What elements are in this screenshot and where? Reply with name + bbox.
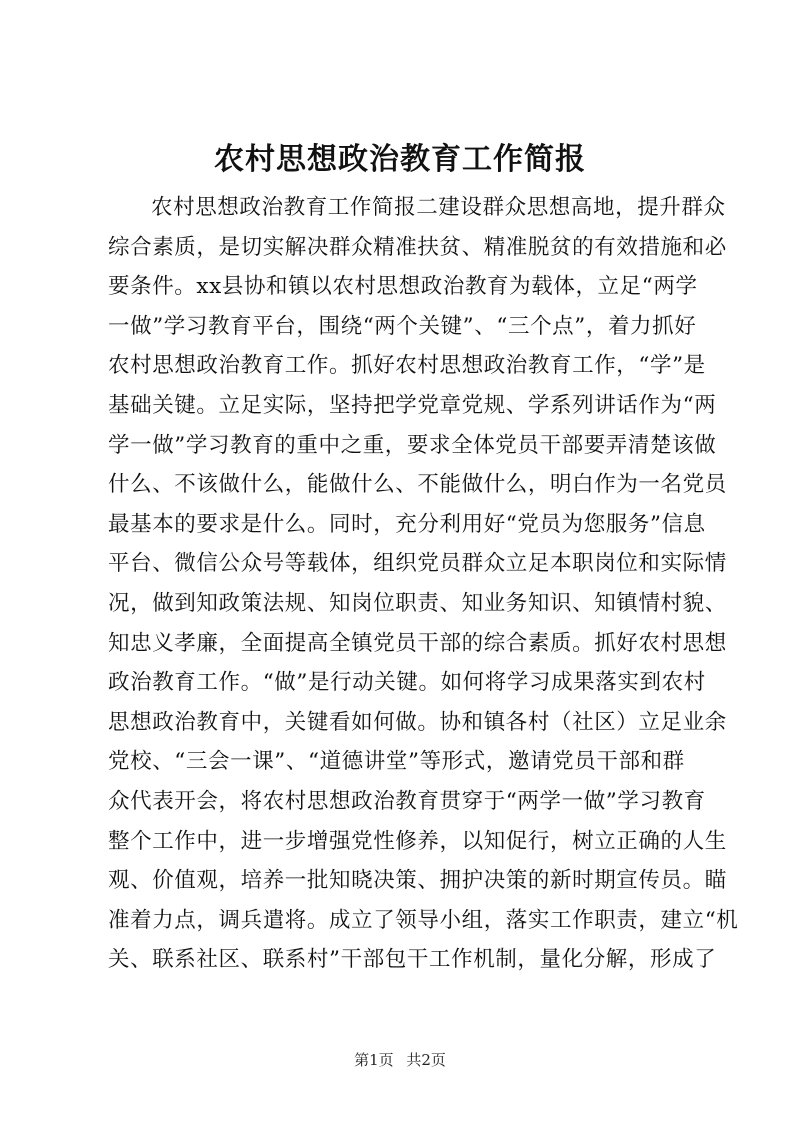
- body-line: 党校、“三会一课”、“道德讲堂”等形式，邀请党员干部和群: [108, 749, 685, 775]
- body-line: 综合素质，是切实解决群众精准扶贫、精准脱贫的有效措施和必: [108, 234, 727, 260]
- page-number: 第1页: [354, 1051, 394, 1069]
- body-line: 观、价值观，培养一批知晓决策、拥护决策的新时期宣传员。瞄: [108, 868, 727, 894]
- body-line: 整个工作中，进一步增强党性修养，以知促行，树立正确的人生: [108, 828, 727, 854]
- body-line: 什么、不该做什么，能做什么、不能做什么，明白作为一名党员: [108, 472, 727, 498]
- body-line: 基础关键。立足实际，坚持把学党章党规、学系列讲话作为“两: [108, 392, 717, 418]
- body-line: 政治教育工作。“做”是行动关键。如何将学习成果落实到农村: [108, 670, 706, 696]
- body-line: 思想政治教育中，关键看如何做。协和镇各村（社区）立足业余: [108, 709, 727, 735]
- body-line: 一做”学习教育平台，围绕“两个关键”、“三个点”，着力抓好: [108, 313, 697, 339]
- body-line: 关、联系社区、联系村”干部包干工作机制，量化分解，形成了: [108, 947, 717, 973]
- body-line: 农村思想政治教育工作。抓好农村思想政治教育工作，“学”是: [108, 353, 706, 379]
- document-body: [108, 188, 739, 980]
- body-line: 知忠义孝廉，全面提高全镇党员干部的综合素质。抓好农村思想: [108, 630, 727, 656]
- body-line: 平台、微信公众号等载体，组织党员群众立足本职岗位和实际情: [108, 551, 727, 577]
- body-line: 众代表开会，将农村思想政治教育贯穿于“两学一做”学习教育: [108, 788, 706, 814]
- body-line: 最基本的要求是什么。同时，充分利用好“党员为您服务”信息: [108, 511, 706, 537]
- document-title: 农村思想政治教育工作简报: [214, 142, 586, 177]
- page-footer: [0, 1050, 800, 1070]
- page-total: 共2页: [406, 1051, 446, 1069]
- body-line: 要条件。xx县协和镇以农村思想政治教育为载体，立足“两学: [108, 274, 698, 300]
- body-line: 农村思想政治教育工作简报二建设群众思想高地，提升群众: [151, 195, 726, 220]
- body-line: 况，做到知政策法规、知岗位职责、知业务知识、知镇情村貌、: [108, 590, 727, 616]
- body-line: 准着力点，调兵遣将。成立了领导小组，落实工作职责，建立“机: [108, 907, 739, 933]
- body-line: 学一做”学习教育的重中之重，要求全体党员干部要弄清楚该做: [108, 432, 717, 458]
